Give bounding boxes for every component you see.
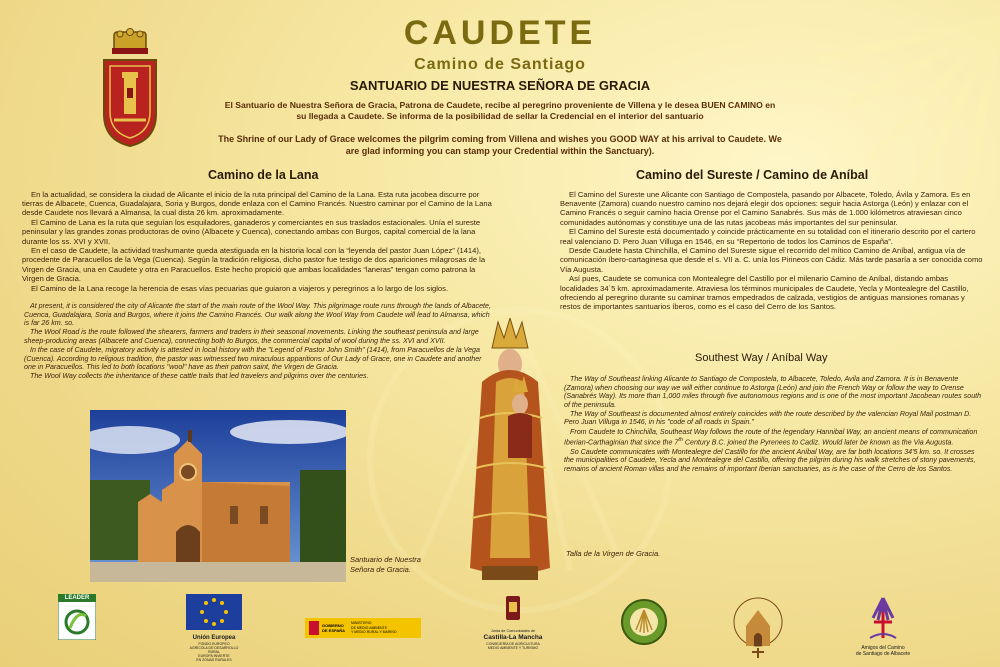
- caudete-association-seal-icon: [732, 596, 784, 660]
- jccm-label: CONSEJERÍA DE AGRICULTURA: [486, 641, 540, 646]
- wool-way-english-text: [24, 302, 494, 381]
- jccm-label: MEDIO AMBIENTE Y TURISMO: [487, 645, 539, 650]
- eu-logo: [186, 594, 242, 662]
- church-caption: [350, 555, 421, 575]
- paragraph: En la actualidad, se considera la ciudad de Alicante el inicio de la ruta principal del Camino de la Lana. Esta ruta jacobea discurre por tierras de Albacete, Cuenca, Guadalajara, Soria y Burgos, donde enlaza con el Camino Francés. Nuestro caminar por el Camino de la Lana desde Caudete nos llevará a Almansa, la cual dista 26 km. aproximadamente.: [22, 190, 492, 218]
- spain-shield-icon: [309, 621, 319, 635]
- leader-label: LEADER: [64, 595, 90, 601]
- eu-label: Unión Europea: [192, 635, 236, 641]
- jccm-label: Castilla-La Mancha: [483, 633, 543, 641]
- paragraph: El Camino del Sureste une Alicante con Santiago de Compostela, pasando por Albacete, Toledo, Ávila y Zamora. Es en Benavente (Zamora) cuando nuestro camino nos dejará elegir dos opciones: seguir hacia Astorga (León) y enlazar con el Camino Francés o seguir camino hacia Orense por el Camino Sanabrés. Sus más de 1.000 kilómetros atraviesan cinco comunidades autónomas y constituye una de las rutas jacobeas más importantes del sur peninsular.: [560, 190, 971, 227]
- paragraph: El Camino de la Lana recoge la herencia de esas vías pecuarias que guiaron a viajeros y peregrinos a lo largo de los siglos.: [31, 283, 449, 293]
- paragraph: Así pues, Caudete se comunica con Montealegre del Castillo por el milenario Camino de Aníbal, distando ambas localidades 34´5 km. aproximadamente. Atraviesa los términos municipales de Caudete, Yecla y Montealegre del Castillo, ofreciendo al peregrino durante su caminar tramos empedrados de calzada, vestigios de antiguas mansiones romanas y restos de importantes santuarios íberos, como es el caso del Cerro de los Santos.: [560, 274, 969, 311]
- amigos-label: de Santiago de Albacete: [855, 651, 911, 657]
- paragraph: The Way of Southeast is documented almost entirely coincides with the route described by the valencian Royal Mail postman D. Pero Juan Villuga in 1546, in his "code of all roads in Spain.": [564, 409, 972, 427]
- pilgrim-association-seal-icon: [620, 598, 668, 646]
- ministry-label: DE MEDIO AMBIENTE: [351, 625, 388, 630]
- page-subtitle: Camino de Santiago: [414, 56, 586, 73]
- paragraph: En el caso de Caudete, la actividad trashumante queda atestiguada en la historia local con la “leyenda del pastor Juan López” (1414), procedente de Paracuellos de la Vega (Cuenca). Según la tradición religiosa, dicho pastor fue testigo de dos apariciones milagrosas de la Virgen de Gracia, una en Caudete y otra en Paracuellos. Este hecho propició que ambas localidades “laneras” tengan como patrona la Virgen de Gracia.: [22, 246, 486, 283]
- paragraph: In the case of Caudete, migratory activity is attested in local history with the "Legend of Pastor John Smith" (1414), from Paracuellos de la Vega (Cuenca). According to religious tradition, the pastor was witnessed two miraculous apparitions of Our Lady of Grace, one in Caudete and another one in Paracuellos. This led to both locations "wool" have as their patron saint, the Virgen de Gracia.: [24, 345, 482, 372]
- southeast-way-english-text: [564, 375, 985, 474]
- leader-logo: [58, 594, 96, 645]
- eu-fund-label: FONDO EUROPEO: [198, 641, 230, 646]
- eu-fund-label: EN ZONAS RURALES: [196, 657, 232, 662]
- ministry-label: MINISTERIO: [351, 621, 372, 626]
- sanctuary-heading: SANTUARIO DE NUESTRA SEÑORA DE GRACIA: [349, 78, 651, 93]
- intro-spanish: El Santuario de Nuestra Señora de Gracia, Patrona de Caudete, recibe al peregrino proveniente de Villena y le desea BUEN CAMINO en su llegada a Caudete. Se informa de la posibilidad de sellar la Credencial en el interior del santuario: [224, 100, 776, 121]
- eu-fund-label: AGRÍCOLA DE DESARROLLO RURAL: [189, 645, 239, 654]
- virgin-statue-photo: [462, 318, 558, 582]
- caption-line: Santuario de Nuestra: [350, 555, 421, 564]
- amigos-camino-albacete-logo: [848, 594, 918, 657]
- section-title-southeast-way: Southest Way / Aníbal Way: [695, 352, 828, 364]
- paragraph: Desde Caudete hasta Chinchilla, el Camino del Sureste sigue el recorrido del mítico Camino de Aníbal, antigua vía de comunicación íbero-cartaginesa que desde el s. VII a. C. unía los Pirineos con Cádiz. Más tarde pasaría a ser conocida como Vía Augusta.: [560, 246, 983, 274]
- jccm-logo: [480, 594, 546, 650]
- camino-sureste-spanish-text: [560, 190, 985, 312]
- spain-government-logo: [305, 618, 421, 638]
- paragraph: El Camino de Lana es la ruta que seguían los esquiladores, ganaderos y comerciantes en sus traslados estacionales. Unía el sureste peninsular y las grandes zonas productoras de ovino (Albacete y Cuenca), conectando ambas con Burgos, capital comercial de la lana durante los ss. XVI y XVII.: [22, 218, 481, 246]
- santiago-cross-shell-icon: [848, 594, 918, 640]
- camino-lana-spanish-text: [22, 190, 497, 293]
- paragraph: So Caudete communicates with Montealegre del Castillo for the ancient Aníbal Way, are far both locations 34'5 km. so. It crosses the municipalities of Caudete, Yecla and Montealegre del Castillo, offering the pilgrim during his walk stretches of stony pavements, remains of ancient Roman villas and the remains of important Iberian sanctuaries, as is the case of the Cerro de los Santos.: [564, 447, 976, 473]
- section-title-camino-lana: Camino de la Lana: [208, 168, 319, 182]
- gob-label: GOBIERNO: [322, 623, 344, 628]
- intro-english: The Shrine of our Lady of Grace welcomes the pilgrim coming from Villena and wishes you GOOD WAY at his arrival to Caudete. We are glad informing you can stamp your Credential within the Sanctuary).: [218, 134, 782, 156]
- virgin-caption: Talla de la Virgen de Gracia.: [566, 549, 661, 558]
- sanctuary-church-photo: [90, 410, 346, 582]
- page-title: CAUDETE: [403, 14, 597, 52]
- paragraph: At present, it is considered the city of Alicante the start of the main route of the Wool Way. This pilgrimage route runs through the lands of Albacete, Cuenca, Guadalajara, Soria and Burgos, where it joins the Camino Francés. Our walk along the Wool Way from Caudete will lead to Almansa, which is far 26 km. so.: [24, 302, 491, 328]
- gob-label: DE ESPAÑA: [322, 628, 346, 633]
- caption-line: Señora de Gracia.: [350, 565, 411, 574]
- paragraph: From Caudete to Chinchilla, Southeast Way follows the route of the legendary Hannibal Way, an ancient means of communication Iberian-Carthaginian that since the 7th Century B.C. joined the Pyrenees to Cadiz. Would later be known as the Via Augusta.: [564, 427, 978, 447]
- eu-fund-label: EUROPA INVIERTE: [198, 653, 230, 658]
- jccm-label: Junta de Comunidades de: [490, 629, 536, 633]
- castilla-la-mancha-crest-icon: [480, 594, 546, 624]
- section-title-camino-sureste: Camino del Sureste / Camino de Aníbal: [636, 168, 869, 182]
- paragraph: The Wool Way collects the inheritance of these cattle trails that led travelers and pilgrims over the centuries.: [30, 372, 369, 381]
- amigos-label: Amigos del Camino: [861, 645, 905, 651]
- paragraph: The Wool Road is the route followed the shearers, farmers and traders in their seasonal movements. Linking the southeast peninsula and large sheep-producing areas (Albacete and Cuenca), connecting both to Burgos, the commercial capital of wool during the ss. XVI and XVII.: [24, 328, 479, 345]
- eu-flag-icon: [186, 594, 242, 630]
- ministry-label: Y MEDIO RURAL Y MARINO: [351, 630, 397, 635]
- paragraph: El Camino del Sureste está documentado y coincide prácticamente en su totalidad con el itinerario descrito por el cartero real valenciano D. Pero Juan Villuga en 1546, en su “Repertorio de todos los Caminos de España”.: [560, 227, 976, 246]
- paragraph: The Way of Southeast linking Alicante to Santiago de Compostela, to Albacete, Toledo, Avila and Zamora. It is in Benavente (Zamora) when choosing our way we will either continue to Astorga (León) and join the French Way or follow the way to Orense (Sanabrés Way). Its more than 1,000 miles through five autonomous regions and is one of the most important Jacobean routes south of the peninsula.: [564, 375, 982, 409]
